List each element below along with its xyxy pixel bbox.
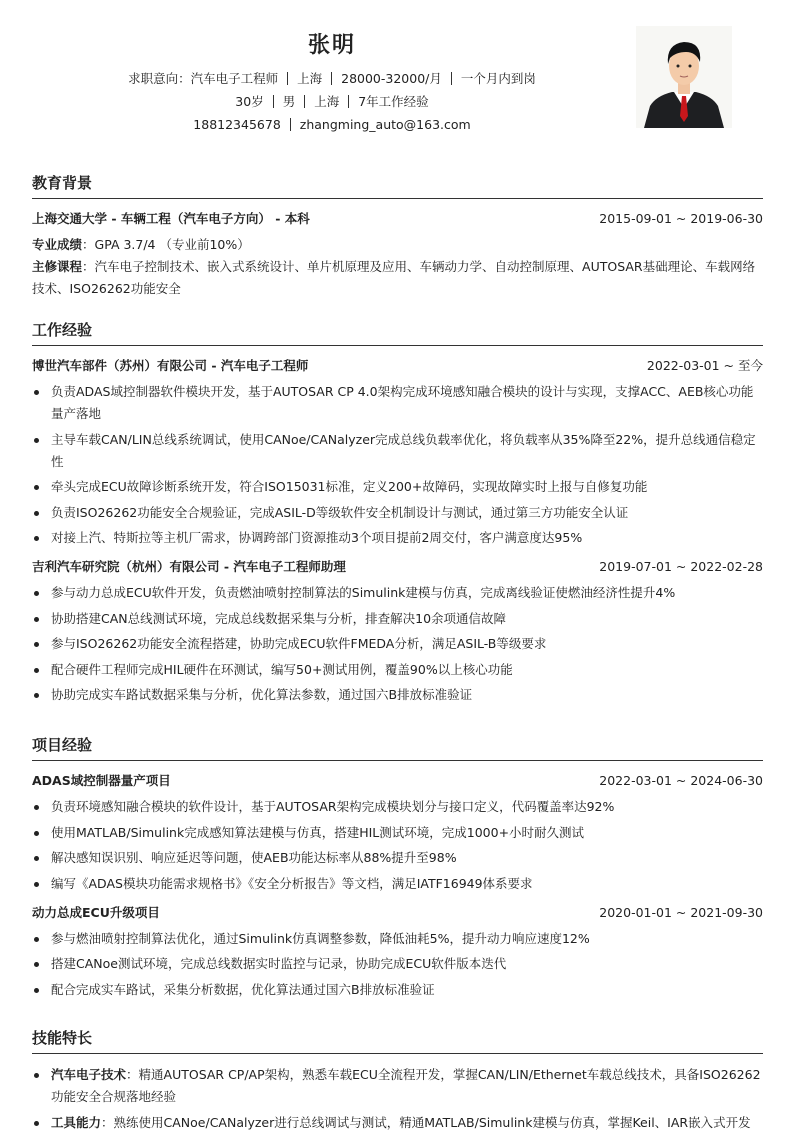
project-dates: 2020-01-01 ~ 2021-09-30 bbox=[599, 904, 763, 920]
expected-salary: 28000-32000/月 bbox=[341, 71, 442, 86]
experience-years: 7年工作经验 bbox=[358, 94, 429, 109]
section-title-skills: 技能特长 bbox=[32, 1027, 763, 1054]
courses-row bbox=[32, 256, 763, 300]
section-title-education: 教育背景 bbox=[32, 172, 763, 199]
avatar bbox=[636, 26, 732, 128]
divider bbox=[290, 118, 291, 131]
project-dates: 2022-03-01 ~ 2024-06-30 bbox=[599, 773, 763, 788]
skill-label: 工具能力 bbox=[51, 1114, 102, 1130]
work-bullets bbox=[32, 582, 763, 706]
divider bbox=[273, 95, 274, 108]
education-entry-header bbox=[32, 209, 763, 229]
gpa-label: 专业成绩 bbox=[32, 237, 83, 252]
section-title-work: 工作经验 bbox=[32, 319, 763, 346]
list-item: 对接上汽、特斯拉等主机厂需求，协调跨部门资源推动3个项目提前2周交付，客户满意度达95% bbox=[32, 527, 763, 549]
candidate-name: 张明 bbox=[307, 33, 356, 58]
list-item: 牵头完成ECU故障诊断系统开发，符合ISO15031标准，定义200+故障码，实现故障实时上报与自修复功能 bbox=[32, 476, 763, 498]
work-dates: 2019-07-01 ~ 2022-02-28 bbox=[599, 559, 763, 574]
skill-text: ：熟练使用CANoe/CANalyzer进行总线调试与测试，精通MATLAB/Simulink建模与仿真，掌握Keil、IAR嵌入式开发 bbox=[101, 1114, 751, 1130]
divider bbox=[304, 95, 305, 108]
school-degree: 上海交通大学 - 车辆工程（汽车电子方向） - 本科 bbox=[32, 211, 310, 226]
skill-label: 汽车电子技术 bbox=[51, 1067, 127, 1082]
divider bbox=[287, 72, 288, 85]
list-item: 主导车载CAN/LIN总线系统调试，使用CANoe/CANalyzer完成总线负载率优化，将负载率从35%降至22%，提升总线通信稳定性 bbox=[32, 429, 763, 473]
section-title-projects: 项目经验 bbox=[32, 734, 763, 761]
list-item bbox=[32, 1064, 763, 1108]
divider bbox=[348, 95, 349, 108]
project-entry-header bbox=[32, 903, 763, 923]
skill-text: ：精通AUTOSAR CP/AP架构，熟悉车载ECU全流程开发，掌握CAN/LIN/Ethernet车载总线技术，具备ISO26262功能安全合规落地经验 bbox=[51, 1067, 761, 1104]
work-dates: 2022-03-01 ~ 至今 bbox=[646, 358, 763, 373]
list-item: 协助搭建CAN总线测试环境，完成总线数据采集与分析，排查解决10余项通信故障 bbox=[32, 608, 763, 630]
age: 30岁 bbox=[235, 94, 264, 109]
work-section bbox=[32, 319, 763, 714]
project-name: ADAS域控制器量产项目 bbox=[32, 773, 171, 788]
personal-info-line bbox=[0, 90, 664, 113]
list-item: 负责环境感知融合模块的软件设计，基于AUTOSAR架构完成模块划分与接口定义，代码覆盖率达92% bbox=[32, 796, 763, 818]
projects-section bbox=[32, 734, 763, 1009]
profile-photo-icon bbox=[636, 26, 732, 128]
list-item: 协助完成实车路试数据采集与分析，优化算法参数，通过国六B排放标准验证 bbox=[32, 684, 763, 706]
divider bbox=[331, 72, 332, 85]
phone: 18812345678 bbox=[193, 117, 281, 132]
list-item: 搭建CANoe测试环境，完成总线数据实时监控与记录，协助完成ECU软件版本迭代 bbox=[32, 953, 763, 975]
divider bbox=[451, 72, 452, 85]
gpa-row bbox=[32, 234, 763, 256]
list-item: 负责ISO26262功能安全合规验证，完成ASIL-D等级软件安全机制设计与测试，通过第三方功能安全认证 bbox=[32, 502, 763, 524]
project-bullets bbox=[32, 928, 763, 1001]
work-bullets bbox=[32, 381, 763, 549]
location: 上海 bbox=[314, 94, 340, 109]
project-bullets bbox=[32, 796, 763, 895]
resume-header bbox=[0, 28, 664, 136]
availability: 一个月内到岗 bbox=[460, 71, 536, 86]
project-name: 动力总成ECU升级项目 bbox=[32, 904, 160, 920]
contact-line bbox=[0, 113, 664, 136]
list-item: 参与ISO26262功能安全流程搭建，协助完成ECU软件FMEDA分析，满足ASIL-B等级要求 bbox=[32, 633, 763, 655]
work-entry-header bbox=[32, 356, 763, 376]
job-intent: 求职意向：汽车电子工程师 bbox=[128, 71, 279, 86]
list-item: 参与动力总成ECU软件开发，负责燃油喷射控制算法的Simulink建模与仿真，完成离线验证使燃油经济性提升4% bbox=[32, 582, 763, 604]
courses-label: 主修课程 bbox=[32, 259, 83, 274]
list-item: 参与燃油喷射控制算法优化，通过Simulink仿真调整参数，降低油耗5%，提升动力响应速度12% bbox=[32, 928, 763, 950]
company-role: 博世汽车部件（苏州）有限公司 - 汽车电子工程师 bbox=[32, 358, 309, 373]
skills-section bbox=[32, 1027, 763, 1142]
project-entry-header bbox=[32, 771, 763, 791]
gpa-value: ：GPA 3.7/4 （专业前10%） bbox=[82, 237, 250, 252]
education-section bbox=[32, 172, 763, 300]
list-item: 解决感知误识别、响应延迟等问题，使AEB功能达标率从88%提升至98% bbox=[32, 847, 763, 869]
email[interactable]: zhangming_auto@163.com bbox=[299, 117, 471, 132]
list-item: 配合完成实车路试，采集分析数据，优化算法通过国六B排放标准验证 bbox=[32, 979, 763, 1001]
list-item: 编写《ADAS模块功能需求规格书》《安全分析报告》等文档，满足IATF16949体系要求 bbox=[32, 873, 763, 895]
list-item: 负责ADAS域控制器软件模块开发，基于AUTOSAR CP 4.0架构完成环境感知融合模块的设计与实现，支撑ACC、AEB核心功能量产落地 bbox=[32, 381, 763, 425]
work-entry-header bbox=[32, 557, 763, 577]
gender: 男 bbox=[282, 94, 296, 109]
intent-city: 上海 bbox=[297, 71, 323, 86]
company-role: 吉利汽车研究院（杭州）有限公司 - 汽车电子工程师助理 bbox=[32, 559, 346, 574]
skills-bullets bbox=[32, 1064, 763, 1134]
courses-value: ：汽车电子控制技术、嵌入式系统设计、单片机原理及应用、车辆动力学、自动控制原理、AUTOSAR基础理论、车载网络技术、ISO26262功能安全 bbox=[32, 259, 756, 296]
education-dates: 2015-09-01 ~ 2019-06-30 bbox=[599, 211, 763, 226]
list-item: 配合硬件工程师完成HIL硬件在环测试，编写50+测试用例，覆盖90%以上核心功能 bbox=[32, 659, 763, 681]
list-item: 使用MATLAB/Simulink完成感知算法建模与仿真，搭建HIL测试环境，完成1000+小时耐久测试 bbox=[32, 822, 763, 844]
job-intent-line bbox=[0, 67, 664, 90]
